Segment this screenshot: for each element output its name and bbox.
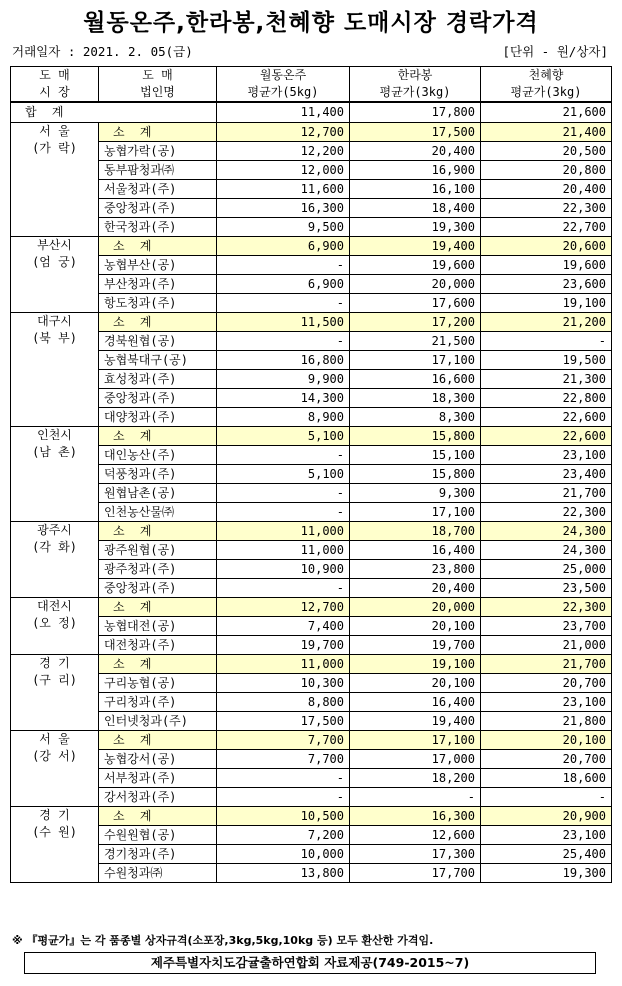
corp-name: 농협가락(공) <box>99 142 217 161</box>
price-value: 16,400 <box>350 541 481 560</box>
price-value: 19,700 <box>350 636 481 655</box>
price-value: - <box>217 579 350 598</box>
price-value: 9,900 <box>217 370 350 389</box>
price-value: 18,400 <box>350 199 481 218</box>
price-value: 20,000 <box>350 275 481 294</box>
table-row <box>11 218 612 237</box>
price-value: 18,600 <box>481 769 612 788</box>
price-value: 23,600 <box>481 275 612 294</box>
price-value: 12,000 <box>217 161 350 180</box>
price-value: 20,700 <box>481 750 612 769</box>
subtotal-row <box>11 123 612 142</box>
table-row <box>11 864 612 883</box>
corp-name: 서부청과(주) <box>99 769 217 788</box>
region-cell <box>11 237 99 313</box>
price-value: 7,700 <box>217 731 350 750</box>
header-col3: 천혜향 평균가(3kg) <box>481 67 612 103</box>
price-value: 23,800 <box>350 560 481 579</box>
subtotal-row <box>11 598 612 617</box>
price-value: 20,700 <box>481 674 612 693</box>
price-value: 20,900 <box>481 807 612 826</box>
price-value: 19,100 <box>350 655 481 674</box>
price-value: 21,800 <box>481 712 612 731</box>
price-value: 16,300 <box>217 199 350 218</box>
price-value: 11,000 <box>217 655 350 674</box>
price-value: 14,300 <box>217 389 350 408</box>
total-value: 21,600 <box>481 102 612 123</box>
price-value: 17,100 <box>350 503 481 522</box>
corp-name: 수원원협(공) <box>99 826 217 845</box>
price-value: 19,300 <box>481 864 612 883</box>
price-value: - <box>217 769 350 788</box>
price-value: 11,000 <box>217 541 350 560</box>
price-value: 20,400 <box>350 142 481 161</box>
price-value: 20,100 <box>481 731 612 750</box>
price-value: 6,900 <box>217 237 350 256</box>
region-cell <box>11 731 99 807</box>
table-row <box>11 294 612 313</box>
total-label: 합 계 <box>11 102 217 123</box>
header-corp: 도 매 법인명 <box>99 67 217 103</box>
corp-name: 서울청과(주) <box>99 180 217 199</box>
price-table <box>10 66 612 883</box>
corp-name: 수원청과㈜ <box>99 864 217 883</box>
price-value: 23,500 <box>481 579 612 598</box>
price-value: 10,900 <box>217 560 350 579</box>
price-value: 17,100 <box>350 731 481 750</box>
price-value: - <box>217 446 350 465</box>
price-value: 22,700 <box>481 218 612 237</box>
corp-name: 구리청과(주) <box>99 693 217 712</box>
price-value: 16,600 <box>350 370 481 389</box>
subtotal-label: 소 계 <box>99 655 217 674</box>
price-value: 23,700 <box>481 617 612 636</box>
table-row <box>11 788 612 807</box>
price-value: 22,300 <box>481 503 612 522</box>
region-district: (각 화) <box>32 540 77 554</box>
price-value: 10,000 <box>217 845 350 864</box>
price-value: 24,300 <box>481 522 612 541</box>
table-row <box>11 199 612 218</box>
corp-name: 원협남촌(공) <box>99 484 217 503</box>
price-value: 17,100 <box>350 351 481 370</box>
header-market: 도 매 시 장 <box>11 67 99 103</box>
corp-name: 경기청과(주) <box>99 845 217 864</box>
price-value: 22,600 <box>481 408 612 427</box>
corp-name: 농협부산(공) <box>99 256 217 275</box>
price-value: 12,700 <box>217 123 350 142</box>
region-district: (수 원) <box>32 825 77 839</box>
price-value: 7,200 <box>217 826 350 845</box>
corp-name: 대인농산(주) <box>99 446 217 465</box>
table-row <box>11 560 612 579</box>
table-row <box>11 693 612 712</box>
table-row <box>11 541 612 560</box>
table-row <box>11 579 612 598</box>
region-district: (남 촌) <box>32 445 77 459</box>
price-value: 20,400 <box>350 579 481 598</box>
subtotal-label: 소 계 <box>99 237 217 256</box>
price-value: 25,000 <box>481 560 612 579</box>
table-row <box>11 446 612 465</box>
table-row <box>11 826 612 845</box>
region-name: 인천시 <box>37 428 72 442</box>
price-value: - <box>217 503 350 522</box>
region-cell <box>11 807 99 883</box>
subtotal-row <box>11 237 612 256</box>
price-value: - <box>217 332 350 351</box>
corp-name: 항도청과(주) <box>99 294 217 313</box>
subtotal-row <box>11 655 612 674</box>
page-title: 월동온주,한라봉,천혜향 도매시장 경락가격 <box>83 10 539 36</box>
price-value: 25,400 <box>481 845 612 864</box>
price-value: 21,000 <box>481 636 612 655</box>
price-value: 20,100 <box>350 617 481 636</box>
region-district: (북 부) <box>32 331 77 345</box>
unit-label: [단위 - 원/상자] <box>502 44 608 59</box>
price-value: - <box>217 256 350 275</box>
price-value: 21,400 <box>481 123 612 142</box>
corp-name: 대양청과(주) <box>99 408 217 427</box>
corp-name: 한국청과(주) <box>99 218 217 237</box>
price-value: 17,600 <box>350 294 481 313</box>
price-value: 17,700 <box>350 864 481 883</box>
price-value: 10,500 <box>217 807 350 826</box>
region-cell <box>11 313 99 427</box>
table-row <box>11 845 612 864</box>
table-row <box>11 389 612 408</box>
table-row <box>11 332 612 351</box>
region-district: (강 서) <box>32 749 77 763</box>
subtotal-row <box>11 522 612 541</box>
price-value: 20,400 <box>481 180 612 199</box>
price-value: 11,000 <box>217 522 350 541</box>
table-row <box>11 351 612 370</box>
price-value: 11,600 <box>217 180 350 199</box>
price-value: 20,800 <box>481 161 612 180</box>
table-row <box>11 769 612 788</box>
price-value: 19,500 <box>481 351 612 370</box>
price-value: 22,300 <box>481 199 612 218</box>
table-row <box>11 275 612 294</box>
price-value: 10,300 <box>217 674 350 693</box>
price-value: 16,900 <box>350 161 481 180</box>
total-row <box>11 102 612 123</box>
total-value: 17,800 <box>350 102 481 123</box>
subtotal-label: 소 계 <box>99 522 217 541</box>
price-value: 6,900 <box>217 275 350 294</box>
corp-name: 중앙청과(주) <box>99 199 217 218</box>
price-value: - <box>217 788 350 807</box>
corp-name: 농협강서(공) <box>99 750 217 769</box>
region-district: (엄 궁) <box>32 255 77 269</box>
price-value: 7,700 <box>217 750 350 769</box>
region-name: 대구시 <box>37 314 72 328</box>
price-value: 19,700 <box>217 636 350 655</box>
corp-name: 효성청과(주) <box>99 370 217 389</box>
subtotal-label: 소 계 <box>99 731 217 750</box>
price-value: - <box>350 788 481 807</box>
corp-name: 인터넷청과(주) <box>99 712 217 731</box>
region-name: 서 울 <box>39 732 70 746</box>
corp-name: 동부팜청과㈜ <box>99 161 217 180</box>
price-value: 17,300 <box>350 845 481 864</box>
region-name: 서 울 <box>39 124 70 138</box>
subtotal-row <box>11 731 612 750</box>
price-value: 22,300 <box>481 598 612 617</box>
region-district: (가 락) <box>32 141 77 155</box>
price-value: 17,500 <box>350 123 481 142</box>
price-value: 13,800 <box>217 864 350 883</box>
price-value: 17,500 <box>217 712 350 731</box>
price-value: 18,700 <box>350 522 481 541</box>
table-row <box>11 180 612 199</box>
price-value: 23,100 <box>481 693 612 712</box>
price-value: 20,500 <box>481 142 612 161</box>
header-col2: 한라봉 평균가(3kg) <box>350 67 481 103</box>
table-row <box>11 712 612 731</box>
price-value: 23,100 <box>481 446 612 465</box>
table-row <box>11 750 612 769</box>
price-value: 20,600 <box>481 237 612 256</box>
subtotal-row <box>11 427 612 446</box>
region-name: 경 기 <box>39 808 70 822</box>
table-row <box>11 503 612 522</box>
price-value: 18,300 <box>350 389 481 408</box>
corp-name: 중앙청과(주) <box>99 579 217 598</box>
price-value: 15,100 <box>350 446 481 465</box>
region-cell <box>11 123 99 237</box>
corp-name: 대전청과(주) <box>99 636 217 655</box>
price-value: 18,200 <box>350 769 481 788</box>
price-value: 11,500 <box>217 313 350 332</box>
price-value: 24,300 <box>481 541 612 560</box>
region-name: 대전시 <box>37 599 72 613</box>
price-value: 22,600 <box>481 427 612 446</box>
price-value: 8,900 <box>217 408 350 427</box>
price-value: 7,400 <box>217 617 350 636</box>
table-row <box>11 370 612 389</box>
price-value: - <box>217 484 350 503</box>
header-col1: 월동온주 평균가(5kg) <box>217 67 350 103</box>
corp-name: 구리농협(공) <box>99 674 217 693</box>
price-value: 8,800 <box>217 693 350 712</box>
corp-name: 농협북대구(공) <box>99 351 217 370</box>
corp-name: 광주원협(공) <box>99 541 217 560</box>
subtotal-row <box>11 313 612 332</box>
price-value: 9,300 <box>350 484 481 503</box>
region-cell <box>11 427 99 522</box>
price-value: - <box>481 332 612 351</box>
subtotal-label: 소 계 <box>99 313 217 332</box>
table-row <box>11 484 612 503</box>
price-value: - <box>217 294 350 313</box>
price-value: 17,200 <box>350 313 481 332</box>
price-value: 19,400 <box>350 712 481 731</box>
corp-name: 인천농산물㈜ <box>99 503 217 522</box>
price-value: 23,100 <box>481 826 612 845</box>
region-district: (오 정) <box>32 616 77 630</box>
corp-name: 덕풍청과(주) <box>99 465 217 484</box>
price-value: 20,000 <box>350 598 481 617</box>
price-value: 23,400 <box>481 465 612 484</box>
price-value: 16,400 <box>350 693 481 712</box>
price-value: 21,200 <box>481 313 612 332</box>
price-value: 12,700 <box>217 598 350 617</box>
corp-name: 중앙청과(주) <box>99 389 217 408</box>
price-value: 19,600 <box>350 256 481 275</box>
price-value: 9,500 <box>217 218 350 237</box>
region-name: 부산시 <box>37 238 72 252</box>
header-row <box>11 67 612 103</box>
price-value: 12,600 <box>350 826 481 845</box>
price-value: 12,200 <box>217 142 350 161</box>
price-value: 16,800 <box>217 351 350 370</box>
subtotal-label: 소 계 <box>99 427 217 446</box>
table-row <box>11 408 612 427</box>
price-value: 21,700 <box>481 655 612 674</box>
region-name: 경 기 <box>39 656 70 670</box>
price-value: 21,500 <box>350 332 481 351</box>
table-row <box>11 465 612 484</box>
price-value: 19,400 <box>350 237 481 256</box>
price-value: 16,100 <box>350 180 481 199</box>
price-value: 8,300 <box>350 408 481 427</box>
total-value: 11,400 <box>217 102 350 123</box>
region-cell <box>11 655 99 731</box>
table-row <box>11 256 612 275</box>
price-value: 5,100 <box>217 427 350 446</box>
trade-date: 거래일자 : 2021. 2. 05(금) <box>12 44 193 59</box>
table-row <box>11 161 612 180</box>
price-value: 19,100 <box>481 294 612 313</box>
table-row <box>11 636 612 655</box>
subtotal-label: 소 계 <box>99 123 217 142</box>
price-value: - <box>481 788 612 807</box>
price-value: 22,800 <box>481 389 612 408</box>
price-value: 21,700 <box>481 484 612 503</box>
region-name: 광주시 <box>37 523 72 537</box>
subtotal-label: 소 계 <box>99 598 217 617</box>
subtotal-row <box>11 807 612 826</box>
region-district: (구 리) <box>32 673 77 687</box>
corp-name: 광주청과(주) <box>99 560 217 579</box>
region-cell <box>11 522 99 598</box>
price-value: 16,300 <box>350 807 481 826</box>
region-cell <box>11 598 99 655</box>
price-value: 17,000 <box>350 750 481 769</box>
table-row <box>11 674 612 693</box>
price-value: 15,800 <box>350 465 481 484</box>
corp-name: 강서청과(주) <box>99 788 217 807</box>
price-value: 15,800 <box>350 427 481 446</box>
corp-name: 경북원협(공) <box>99 332 217 351</box>
price-value: 21,300 <box>481 370 612 389</box>
corp-name: 농협대전(공) <box>99 617 217 636</box>
table-row <box>11 617 612 636</box>
price-value: 5,100 <box>217 465 350 484</box>
price-value: 19,300 <box>350 218 481 237</box>
footnote: ※ 『평균가』는 각 품종별 상자규격(소포장,3kg,5kg,10kg 등) 모두 환산한 가격임. <box>12 934 434 947</box>
table-row <box>11 142 612 161</box>
corp-name: 부산청과(주) <box>99 275 217 294</box>
source-credit: 제주특별자치도감귤출하연합회 자료제공(749-2015~7) <box>24 952 596 974</box>
price-value: 19,600 <box>481 256 612 275</box>
price-value: 20,100 <box>350 674 481 693</box>
subtotal-label: 소 계 <box>99 807 217 826</box>
